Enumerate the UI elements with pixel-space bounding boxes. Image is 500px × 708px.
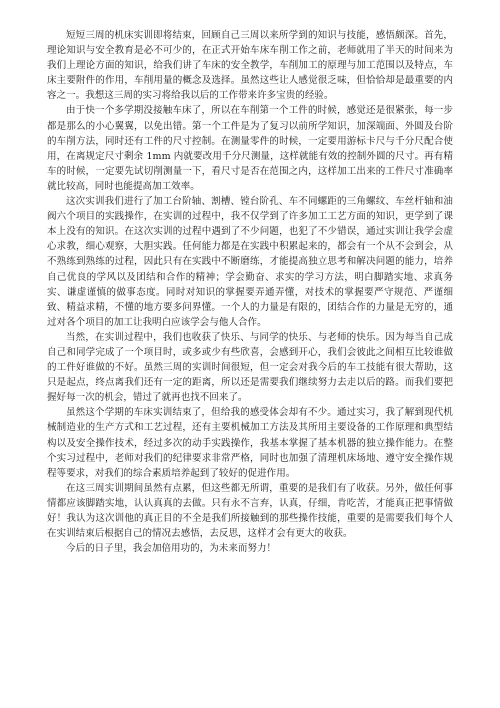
paragraph-intro: 短短三周的机床实训即将结束，回顾自己三周以来所学到的知识与技能，感悟颇深。首先，理论知识与安全教育是必不可少的，在正式开始车床车削工作之前，老师就用了半天的时间来为我们上理论方面的知识，给我们讲了车床的安全教学，车削加工的原理与加工范围以及特点，车床主要附件的作用，车削用量的概念及选择。虽然这些让人感觉很乏味，但恰恰却是最重要的内容之一。我想这三周的实习将给我以后的工作带来许多宝贵的经验。 — [47, 30, 453, 102]
paragraph-first-workpiece: 由于快一个多学期没接触车床了，所以在车削第一个工件的时候，感觉还是很紧张，每一步都是那么的小心翼翼，以免出错。第一个工件是为了复习以前所学知识，加深端面、外圆及台阶的车削方法，同时还有工件的尺寸控制。在测量零件的时候，一定要用游标卡尺与千分尺配合使用，在离规定尺寸剩余 1mm 内就要改用千分尺测量，这样就能有效的控制外圆的尺寸。再有精车的时候，一定要先试切削测量一下，看尺寸是否在范围之内，这样加工出来的工件尺寸准确率就比较高，同时也能提高加工效率。 — [47, 105, 453, 192]
paragraph-understanding: 虽然这个学期的车床实训结束了，但给我的感受体会却有不少。通过实习，我了解到现代机械制造业的生产方式和工艺过程，还有主要机械加工方法及其所用主要设备的工作原理和典型结构以及安全操作技术，经过多次的动手实践操作，我基本掌握了基本机器的独立操作能力。在整个实习过程中，老师对我们的纪律要求非常严格，同时也加强了清理机床场地、遵守安全操作规程等要求，对我们的综合素质培养起到了较好的促进作用。 — [47, 407, 453, 479]
document-body — [47, 28, 453, 556]
paragraph-happiness: 当然，在实训过程中，我们也收获了快乐、与同学的快乐、与老师的快乐。因为每当自己成自己和同学完成了一个项目时，或多或少有些欣喜，会感到开心，我们会彼此之间相互比较谁做的工件好谁做的不好。虽然三周的实训时间很短，但一定会对我今后的车工技能有很大帮助，这只是起点，终点离我们还有一定的距离，所以还是需要我们继续努力去走以后的路。而我们要把握好每一次的机会，错过了就再也找不回来了。 — [47, 331, 453, 404]
paragraph-projects: 这次实训我们进行了加工台阶轴、割槽、镗台阶孔、车不同螺距的三角螺纹、车丝杆轴和油阀六个项目的实践操作，在实训的过程中，我不仅学到了许多加工工艺方面的知识，更学到了课本上没有的知识。在这次实训的过程中遇到了不少问题，也犯了不少错误，通过实训让我学会虚心求教，细心观察，大胆实践。任何能力都是在实践中积累起来的，都会有一个从不会到会，从不熟练到熟练的过程，因此只有在实践中不断磨练，才能提高独立思考和解决问题的能力，培养自己优良的学风以及团结和合作的精神；学会勤奋、求实的学习方法，明白脚踏实地、求真务实、谦虚谨慎的做事态度。同时对知识的掌握要弄通弄懂，对技术的掌握要严守规范、严谨细致、精益求精，不懂的地方要多问界懂。一个人的力量是有限的，团结合作的力量是无穷的，通过对各个项目的加工让我明白应该学会与他人合作。 — [47, 196, 453, 328]
paragraph-closing: 今后的日子里，我会加倍用功的，为未来而努力！ — [66, 543, 277, 555]
paragraph-harvest: 在这三周实训期间虽然有点累，但这些都无所谓，重要的是我们有了收获。另外，做任何事情都应该脚踏实地，认认真真的去做。只有永不言弃，认真，仔细，肯吃苦，才能真正把事情做好！我认为这次训他的真正目的不全是我们所接触到的那些操作技能，重要的是需要我们每个人在实训结束后根据自己的情况去感悟，去反思，这样才会有更大的收获。 — [47, 482, 453, 540]
